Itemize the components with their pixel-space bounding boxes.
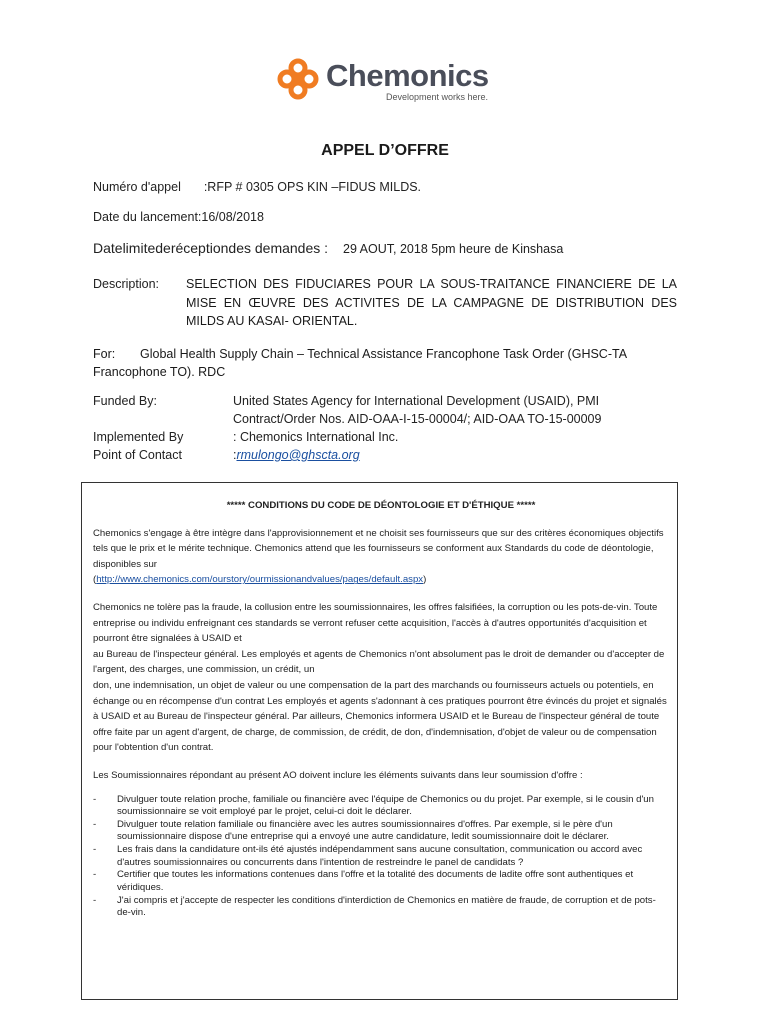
deadline-value: 29 AOUT, 2018 5pm heure de Kinshasa bbox=[343, 242, 564, 256]
bullet-dash: - bbox=[93, 894, 97, 906]
for-label: For: bbox=[93, 347, 116, 361]
for-row bbox=[93, 345, 678, 381]
bullet-text: Divulguer toute relation familiale ou financière avec les autres soumissionnaires d'offres. Par exemple, si le père d'un soumissionnaire dispose d'une entreprise qui a envoyé une autre candidature, ledit soumissionnaire doit le déclarer. bbox=[117, 818, 613, 843]
contact-value bbox=[233, 446, 360, 464]
description-label: Description: bbox=[93, 277, 159, 291]
conditions-title: ***** CONDITIONS DU CODE DE DÉONTOLOGIE ET D'ÉTHIQUE ***** bbox=[226, 500, 536, 511]
implemented-by-value: : Chemonics International Inc. bbox=[233, 430, 399, 444]
rfp-number-label: Numéro d'appel bbox=[93, 180, 181, 194]
logo-tagline: Development works here. bbox=[386, 92, 489, 102]
bullet-dash: - bbox=[93, 793, 97, 805]
conditions-p2a: Chemonics ne tolère pas la fraude, la collusion entre les soumissionnaires, les offres falsifiées, la corruption ou les pots-de-vin. Toute entreprise ou individu enfreignant ces standards se verront refuser cette acquisition, l'accès à d'autres opportunités d'acquisition et pourront être signalées à USAID et bbox=[93, 601, 658, 645]
bullet-dash: - bbox=[93, 844, 97, 856]
bullet-text: Certifier que toutes les informations contenues dans l'offre et la totalité des documents de ladite offre sont authentiques et véridiques. bbox=[117, 869, 634, 893]
conditions-paragraph-2 bbox=[93, 600, 669, 756]
ethics-conditions-box bbox=[81, 482, 678, 1000]
description-text: SELECTION DES FIDUCIARES POUR LA SOUS-TRAITANCE FINANCIERE DE LA MISE EN ŒUVRE DES ACTIVITES DE LA CAMPAGNE DE DISTRIBUTION DES MILDS AU KASAI- ORIENTAL. bbox=[186, 277, 677, 328]
conditions-p2c: don, une indemnisation, un objet de valeur ou une compensation de la part des marchands ou fournisseurs actuels ou potentiels, en échange ou en récompense d'un contrat Les employés et agents s'adonnant à ces pratiques pourront être évincés du projet et signalés à USAID et au Bureau de l'inspecteur général. Par ailleurs, Chemonics informera USAID et le Bureau de l'inspecteur général de toute offre faite par un agent d'argent, de charge, de commission, de crédit, de don, d'indemnisation, d'objet de valeur ou de compensation pour l'obtention d'un contrat. bbox=[93, 679, 667, 754]
bullet-dash: - bbox=[93, 818, 97, 830]
funded-by-line2: Contract/Order Nos. AID-OAA-I-15-00004/; AID-OAA TO-15-00009 bbox=[233, 412, 602, 426]
bullet-text: J'ai compris et j'accepte de respecter les conditions d'interdiction de Chemonics en matière de fraude, de corruption et de pots-de-vin. bbox=[117, 894, 656, 919]
contact-label: Point of Contact bbox=[93, 448, 182, 462]
conditions-p2b: au Bureau de l'inspecteur général. Les employés et agents de Chemonics n'ont absolument pas le droit de demander ou d'accepter de l'argent, des charges, une commission, un crédit, un bbox=[93, 648, 665, 676]
conditions-paragraph-3: Les Soumissionnaires répondant au présent AO doivent inclure les éléments suivants dans leur soumission d'offre : bbox=[93, 769, 583, 781]
conditions-paragraph-1 bbox=[93, 526, 669, 588]
rfp-number-value: :RFP # 0305 OPS KIN –FIDUS MILDS. bbox=[203, 180, 422, 194]
contact-email-link[interactable]: rmulongo@ghscta.org bbox=[236, 448, 360, 462]
bullet-dash: - bbox=[93, 869, 97, 881]
funded-by-line1: United States Agency for International Development (USAID), PMI bbox=[233, 394, 600, 408]
list-item bbox=[93, 794, 669, 819]
chemonics-logo bbox=[276, 54, 506, 104]
conditions-p1-close: ) bbox=[423, 574, 427, 586]
for-text: Global Health Supply Chain – Technical Assistance Francophone Task Order (GHSC-TA Francophone TO). RDC bbox=[93, 347, 627, 379]
funded-by-label: Funded By: bbox=[93, 394, 157, 408]
conditions-bullet-list bbox=[93, 794, 669, 920]
list-item bbox=[93, 844, 669, 869]
conditions-p1-text: Chemonics s'engage à être intègre dans l'approvisionnement et ne choisit ses fournisseurs que sur des critères économiques objectifs tels que le prix et le mérite technique. Chemonics attend que les fournisseurs se conforment aux Standards du code de déontologie, disponibles sur bbox=[93, 527, 664, 570]
deadline-label: Datelimitederéceptiondes demandes : bbox=[93, 240, 329, 256]
logo-brand: Chemonics bbox=[326, 58, 489, 93]
list-item bbox=[93, 819, 669, 844]
chemonics-flower-icon bbox=[276, 58, 320, 100]
bullet-text: Les frais dans la candidature ont-ils été ajustés indépendamment sans aucune consultation, communication ou accord avec d'autres soumissionnaires ou concurrents dans l'intention de restreindre le panel de candidats ? bbox=[117, 844, 643, 868]
launch-date: Date du lancement:16/08/2018 bbox=[93, 210, 264, 224]
bullet-text: Divulguer toute relation proche, familiale ou financière avec l'équipe de Chemonics ou du projet. Par exemple, si le cousin d'un soumissionnaire se voit employé par le projet, celui-ci doit le déclarer. bbox=[117, 793, 654, 817]
list-item bbox=[93, 895, 669, 920]
list-item bbox=[93, 869, 669, 894]
code-of-conduct-link[interactable]: http://www.chemonics.com/ourstory/ourmissionandvalues/pages/default.aspx bbox=[96, 574, 424, 586]
deadline-row bbox=[93, 239, 563, 258]
implemented-by-label: Implemented By bbox=[93, 430, 184, 444]
rfp-number-row bbox=[93, 178, 421, 196]
page-title: APPEL D’OFFRE bbox=[321, 142, 449, 159]
conditions-p1-open: ( bbox=[93, 574, 97, 586]
contact-prefix: : bbox=[233, 448, 237, 462]
